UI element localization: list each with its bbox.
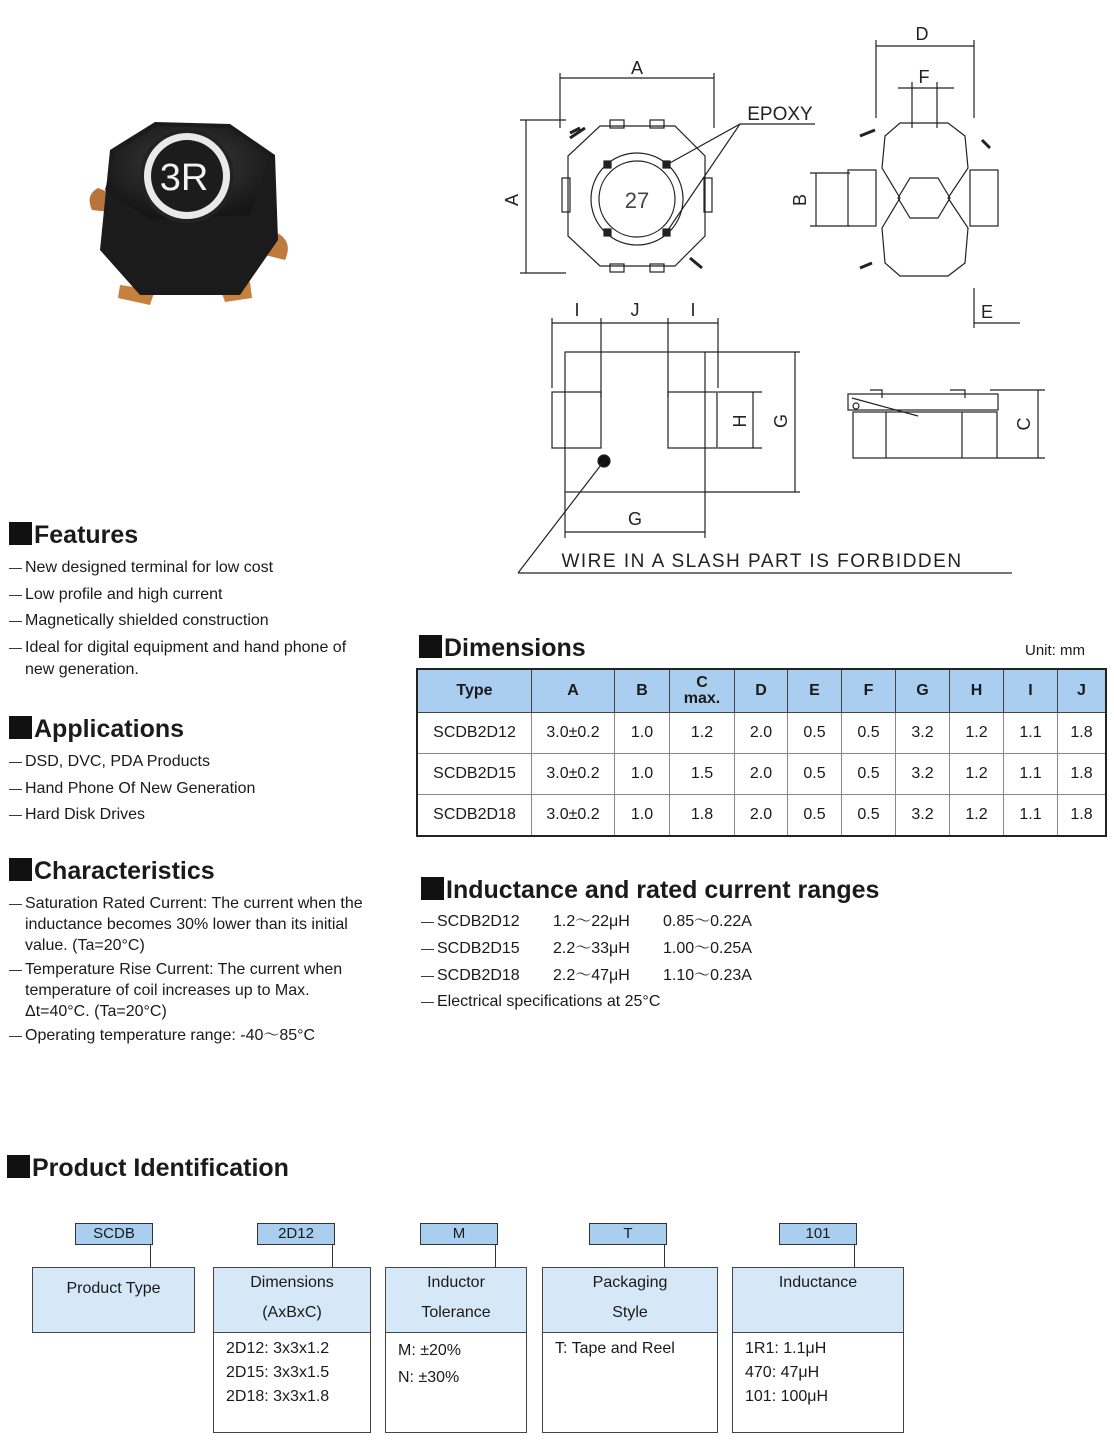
list-item: — Low profile and high current: [9, 584, 379, 606]
epoxy-label: EPOXY: [747, 104, 813, 125]
cell-e: 0.5: [788, 795, 842, 837]
square-bullet-icon: [9, 858, 32, 881]
header-d: D: [735, 669, 788, 713]
inductance-title: Inductance and rated current ranges: [421, 876, 879, 904]
list-item: — Operating temperature range: -40～85°C: [9, 1025, 369, 1046]
connector-line: [854, 1245, 855, 1267]
product-identification-title: Product Identification: [7, 1154, 289, 1182]
inductance-row: — SCDB2D18 2.2～47μH 1.10～0.23A: [421, 965, 752, 987]
label-e: E: [980, 302, 994, 322]
cell-f: 0.5: [842, 754, 896, 795]
list-item: — Hand Phone Of New Generation: [9, 778, 379, 800]
label-g-side: G: [771, 413, 791, 429]
code-head-line: Tolerance: [421, 1304, 491, 1321]
inductance-range: 2.2～33μH: [553, 940, 630, 957]
cell-i: 1.1: [1004, 754, 1058, 795]
cell-j: 1.8: [1058, 754, 1107, 795]
features-title: Features: [9, 521, 138, 549]
inductance-current: 1.00～0.25A: [663, 940, 752, 957]
inductance-range: 2.2～47μH: [553, 967, 630, 984]
cell-i: 1.1: [1004, 713, 1058, 754]
connector-line: [150, 1245, 151, 1267]
code-head-line: Packaging: [592, 1274, 668, 1291]
electrical-spec-note: Electrical specifications at 25°C: [437, 993, 661, 1010]
code-tag-tolerance: M: [420, 1223, 498, 1245]
label-a-side: A: [502, 193, 522, 207]
inductance-row: — SCDB2D15 2.2～33μH 1.00～0.25A: [421, 938, 752, 960]
list-item: — New designed terminal for low cost: [9, 557, 379, 579]
label-i-right: I: [690, 300, 696, 320]
code-head-line: Dimensions: [250, 1274, 334, 1291]
code-option: 101: 100μH: [745, 1388, 829, 1405]
code-option: T: Tape and Reel: [555, 1340, 675, 1357]
cell-c: 1.5: [670, 754, 735, 795]
cell-e: 0.5: [788, 754, 842, 795]
cell-g: 3.2: [896, 713, 950, 754]
label-f: F: [918, 67, 930, 87]
header-h: H: [950, 669, 1004, 713]
product-photo: [80, 110, 300, 315]
connector-line: [332, 1245, 333, 1267]
header-c-max: max.: [683, 690, 721, 707]
cell-a: 3.0±0.2: [532, 754, 615, 795]
code-option: 470: 47μH: [745, 1364, 820, 1381]
code-tag-packaging: T: [589, 1223, 667, 1245]
square-bullet-icon: [419, 635, 442, 658]
cell-f: 0.5: [842, 795, 896, 837]
inductance-range: 1.2～22μH: [553, 913, 630, 930]
cell-e: 0.5: [788, 713, 842, 754]
photo-marking: 3R: [159, 157, 209, 199]
table-header-row: [417, 669, 1106, 713]
forbidden-warning: WIRE IN A SLASH PART IS FORBIDDEN: [561, 551, 963, 572]
code-option: 2D12: 3x3x1.2: [226, 1340, 330, 1357]
header-f: F: [842, 669, 896, 713]
code-box-tolerance: [385, 1267, 527, 1433]
inductance-note: — Electrical specifications at 25°C: [421, 991, 660, 1013]
cell-d: 2.0: [735, 795, 788, 837]
list-item: — DSD, DVC, PDA Products: [9, 751, 379, 773]
code-box-product-type: [32, 1267, 195, 1333]
header-i: I: [1004, 669, 1058, 713]
header-a: A: [532, 669, 615, 713]
cell-f: 0.5: [842, 713, 896, 754]
cell-c: 1.8: [670, 795, 735, 837]
label-i-left: I: [574, 300, 580, 320]
code-head-line: Inductor: [427, 1274, 485, 1291]
code-head-line: Inductance: [778, 1274, 858, 1291]
features-list: [9, 557, 379, 685]
cell-type: SCDB2D15: [417, 754, 532, 795]
header-b: B: [615, 669, 670, 713]
header-type: Type: [417, 669, 532, 713]
inductance-row: — SCDB2D12 1.2～22μH 0.85～0.22A: [421, 911, 752, 933]
list-item: — Magnetically shielded construction: [9, 610, 379, 632]
list-item: — Hard Disk Drives: [9, 804, 379, 826]
label-g-bottom: G: [627, 509, 643, 529]
code-option: 2D15: 3x3x1.5: [226, 1364, 330, 1381]
list-item: — Temperature Rise Current: The current when temperature of coil increases up to Max. Δt=40°C. (Ta=20°C): [9, 959, 369, 1022]
inductance-type: SCDB2D15: [437, 940, 520, 957]
applications-list: [9, 751, 379, 831]
cell-b: 1.0: [615, 754, 670, 795]
cell-a: 3.0±0.2: [532, 795, 615, 837]
cell-h: 1.2: [950, 713, 1004, 754]
code-option: 1R1: 1.1μH: [745, 1340, 827, 1357]
code-box-packaging: [542, 1267, 718, 1433]
top-view-marking: 27: [624, 188, 650, 213]
code-head-line: Product Type: [66, 1280, 161, 1297]
table-row: [417, 795, 1106, 837]
inductance-type: SCDB2D12: [437, 913, 520, 930]
cell-g: 3.2: [896, 795, 950, 837]
code-option: N: ±30%: [398, 1369, 460, 1386]
code-tag-series: SCDB: [75, 1223, 153, 1245]
code-box-inductance: [732, 1267, 904, 1433]
square-bullet-icon: [9, 522, 32, 545]
label-j: J: [630, 300, 640, 320]
inductance-current: 0.85～0.22A: [663, 913, 752, 930]
header-j: J: [1058, 669, 1107, 713]
cell-j: 1.8: [1058, 713, 1107, 754]
code-head-line: Style: [612, 1304, 648, 1321]
cell-h: 1.2: [950, 795, 1004, 837]
cell-d: 2.0: [735, 754, 788, 795]
code-tag-dimensions: 2D12: [257, 1223, 335, 1245]
cell-g: 3.2: [896, 754, 950, 795]
code-box-dimensions: [213, 1267, 371, 1433]
header-g: G: [896, 669, 950, 713]
inductance-type: SCDB2D18: [437, 967, 520, 984]
table-row: [417, 713, 1106, 754]
cell-a: 3.0±0.2: [532, 713, 615, 754]
code-option: 2D18: 3x3x1.8: [226, 1388, 330, 1405]
cell-j: 1.8: [1058, 795, 1107, 837]
header-e: E: [788, 669, 842, 713]
cell-d: 2.0: [735, 713, 788, 754]
header-c: [670, 669, 735, 713]
header-c-label: C: [696, 674, 708, 691]
square-bullet-icon: [421, 877, 444, 900]
code-option: M: ±20%: [398, 1342, 462, 1359]
applications-title: Applications: [9, 715, 184, 743]
square-bullet-icon: [7, 1155, 30, 1178]
table-row: [417, 754, 1106, 795]
unit-label: Unit: mm: [1025, 642, 1085, 659]
cell-type: SCDB2D12: [417, 713, 532, 754]
code-tag-inductance: 101: [779, 1223, 857, 1245]
square-bullet-icon: [9, 716, 32, 739]
code-head-line: (AxBxC): [262, 1304, 322, 1321]
inductance-current: 1.10～0.23A: [663, 967, 752, 984]
label-c: C: [1014, 417, 1034, 431]
label-h: H: [730, 414, 750, 428]
dimensions-title: Dimensions: [419, 634, 586, 662]
characteristics-title: Characteristics: [9, 857, 215, 885]
list-item: — Ideal for digital equipment and hand phone of new generation.: [9, 637, 379, 681]
list-item: — Saturation Rated Current: The current when the inductance becomes 30% lower than its initial value. (Ta=20°C): [9, 893, 369, 956]
label-d: D: [915, 24, 929, 44]
label-b: B: [790, 193, 810, 207]
connector-line: [495, 1245, 496, 1267]
cell-i: 1.1: [1004, 795, 1058, 837]
dimension-drawing: [490, 18, 1090, 578]
dimensions-table: [416, 668, 1107, 837]
connector-line: [664, 1245, 665, 1267]
cell-c: 1.2: [670, 713, 735, 754]
cell-b: 1.0: [615, 795, 670, 837]
cell-h: 1.2: [950, 754, 1004, 795]
characteristics-list: [9, 893, 369, 1051]
label-a-top: A: [630, 58, 644, 78]
cell-type: SCDB2D18: [417, 795, 532, 837]
cell-b: 1.0: [615, 713, 670, 754]
